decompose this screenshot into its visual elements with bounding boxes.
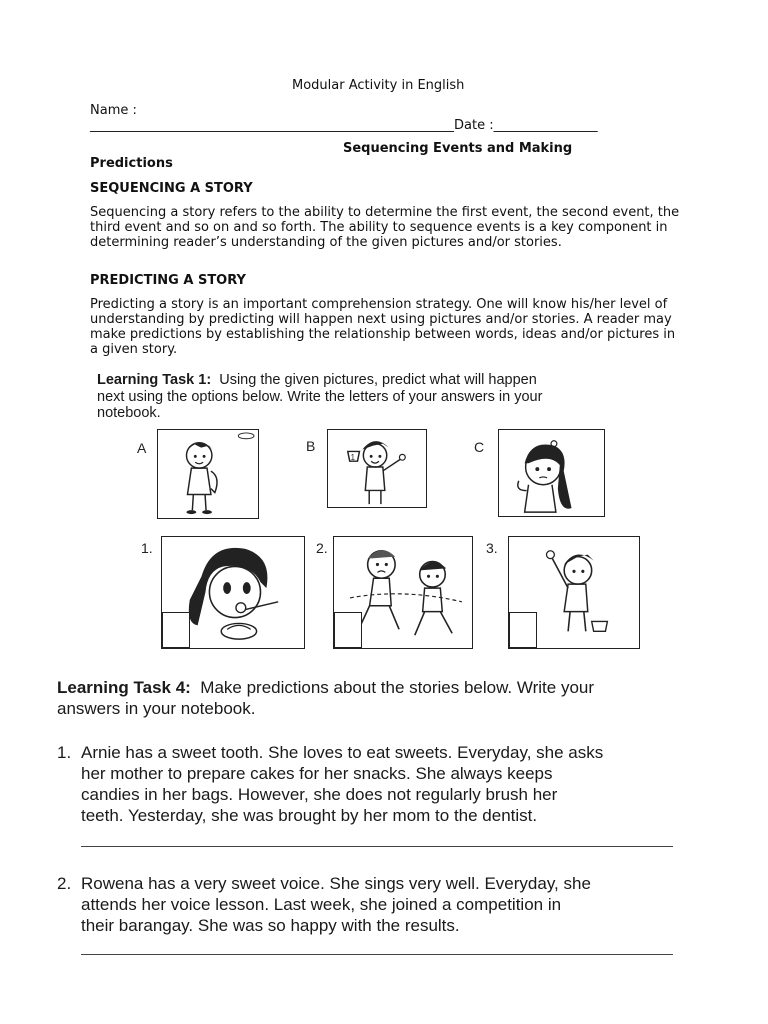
option-c-picture <box>498 429 605 517</box>
story-1-answer-line[interactable] <box>81 846 673 847</box>
task-1-text: Using the given pictures, predict what will happen <box>219 372 537 388</box>
item-2-picture <box>333 536 473 649</box>
story-2-text <box>81 873 691 936</box>
learning-task-1-instructions <box>97 372 657 422</box>
date-label: Date : <box>454 118 494 133</box>
item-2-answer-box[interactable] <box>334 612 362 648</box>
sequencing-heading: SEQUENCING A STORY <box>90 181 253 196</box>
name-label: Name : <box>90 103 137 118</box>
section-title: Sequencing Events and Making <box>343 141 573 156</box>
svg-text:1: 1 <box>350 453 356 463</box>
option-label-c: C <box>474 439 485 455</box>
task-1-text-line-2: next using the options below. Write the letters of your answers in your <box>97 388 543 405</box>
task-4-intro-line-2: answers in your notebook. <box>57 699 256 718</box>
predicting-paragraph: Predicting a story is an important comprehension strategy. One will know his/her level of understanding by predicting will happen next using pictures and/or stories. A reader may make predictions by establishing the relationship between words, ideas and/or pictures in a given story. <box>90 297 676 357</box>
option-b-picture <box>327 429 427 508</box>
name-field[interactable] <box>90 118 598 133</box>
boy-with-trophy-icon <box>328 430 426 507</box>
girl-thinking-icon <box>499 430 604 516</box>
story-2-number: 2. <box>57 874 72 893</box>
task-1-label: Learning Task 1: <box>97 372 212 388</box>
worksheet-title: Modular Activity in English <box>292 78 465 93</box>
sequencing-paragraph: Sequencing a story refers to the ability to determine the first event, the second event, the third event and so on and so forth. The ability to sequence events is a key component in determining reader’s understanding of the given pictures and/or stories. <box>90 205 680 250</box>
story-1-text <box>81 742 691 826</box>
option-a-picture <box>157 429 259 519</box>
task-4-intro: Make predictions about the stories below. Write your <box>200 678 595 697</box>
story-2-line-2: attends her voice lesson. Last week, she joined a competition in <box>81 895 562 914</box>
item-label-2: 2. <box>316 540 328 556</box>
option-label-b: B <box>306 438 316 454</box>
story-1-number: 1. <box>57 743 72 762</box>
story-1-line-1: Arnie has a sweet tooth. She loves to eat sweets. Everyday, she asks <box>81 743 604 762</box>
task-4-label: Learning Task 4: <box>57 678 191 697</box>
item-1-answer-box[interactable] <box>162 612 190 648</box>
item-label-1: 1. <box>141 540 153 556</box>
name-line: ________________________________________________________ <box>90 118 454 133</box>
section-title-continued: Predictions <box>90 156 173 171</box>
date-line[interactable]: ________________ <box>493 118 598 133</box>
learning-task-4-instructions <box>57 677 697 719</box>
story-1-line-4: teeth. Yesterday, she was brought by her mom to the dentist. <box>81 806 538 825</box>
story-1-line-3: candies in her bags. However, she does not regularly brush her <box>81 785 558 804</box>
item-1-picture <box>161 536 305 649</box>
boy-holding-towel-icon <box>158 430 258 518</box>
story-2-line-3: their barangay. She was so happy with the results. <box>81 916 460 935</box>
item-3-answer-box[interactable] <box>509 612 537 648</box>
item-3-picture <box>508 536 640 649</box>
task-1-text-line-3: notebook. <box>97 405 161 421</box>
predicting-heading: PREDICTING A STORY <box>90 273 246 288</box>
story-2-answer-line[interactable] <box>81 954 673 955</box>
story-1-line-2: her mother to prepare cakes for her snacks. She always keeps <box>81 764 553 783</box>
story-2-line-1: Rowena has a very sweet voice. She sings very well. Everyday, she <box>81 874 591 893</box>
item-label-3: 3. <box>486 540 498 556</box>
option-label-a: A <box>137 440 147 456</box>
